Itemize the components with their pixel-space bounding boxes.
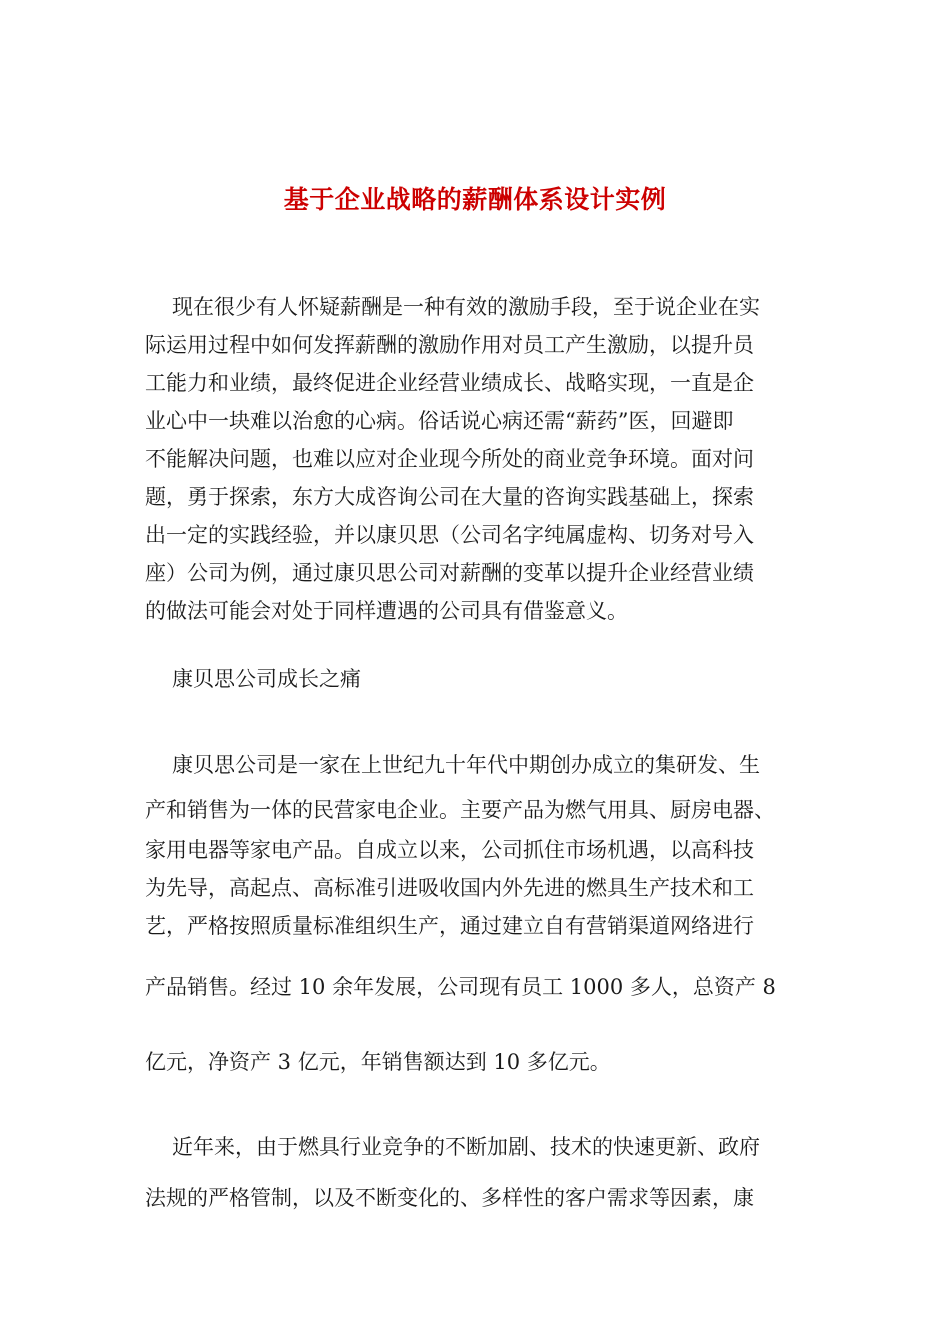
paragraph-line: 亿元，净资产 3 亿元，年销售额达到 10 多亿元。 <box>145 1050 611 1074</box>
intro-line: 的做法可能会对处于同样遭遇的公司具有借鉴意义。 <box>145 599 628 623</box>
paragraph-line: 艺，严格按照质量标准组织生产，通过建立自有营销渠道网络进行 <box>145 914 754 938</box>
paragraph-line: 产和销售为一体的民营家电企业。主要产品为燃气用具、厨房电器、 <box>145 798 775 822</box>
paragraph-line: 为先导，高起点、高标准引进吸收国内外先进的燃具生产技术和工 <box>145 876 754 900</box>
paragraph-line: 康贝思公司是一家在上世纪九十年代中期创办成立的集研发、生 <box>172 753 760 777</box>
document-title: 基于企业战略的薪酬体系设计实例 <box>283 185 667 214</box>
intro-line: 现在很少有人怀疑薪酬是一种有效的激励手段，至于说企业在实 <box>172 295 760 319</box>
intro-line: 座）公司为例，通过康贝思公司对薪酬的变革以提升企业经营业绩 <box>145 561 754 585</box>
intro-line: 际运用过程中如何发挥薪酬的激励作用对员工产生激励，以提升员 <box>145 333 754 357</box>
paragraph-line: 产品销售。经过 10 余年发展，公司现有员工 1000 多人，总资产 8 <box>145 975 776 999</box>
intro-line: 不能解决问题，也难以应对企业现今所处的商业竞争环境。面对问 <box>145 447 754 471</box>
intro-line: 题，勇于探索，东方大成咨询公司在大量的咨询实践基础上，探索 <box>145 485 754 509</box>
intro-line: 工能力和业绩，最终促进企业经营业绩成长、战略实现，一直是企 <box>145 371 754 395</box>
intro-line: 业心中一块难以治愈的心病。俗话说心病还需“薪药”医，回避即 <box>145 409 734 433</box>
paragraph-line: 法规的严格管制，以及不断变化的、多样性的客户需求等因素，康 <box>145 1186 754 1210</box>
intro-line: 出一定的实践经验，并以康贝思（公司名字纯属虚构、切务对号入 <box>145 523 754 547</box>
paragraph-line: 家用电器等家电产品。自成立以来，公司抓住市场机遇，以高科技 <box>145 838 754 862</box>
section-heading: 康贝思公司成长之痛 <box>172 667 361 691</box>
paragraph-line: 近年来，由于燃具行业竞争的不断加剧、技术的快速更新、政府 <box>172 1135 760 1159</box>
